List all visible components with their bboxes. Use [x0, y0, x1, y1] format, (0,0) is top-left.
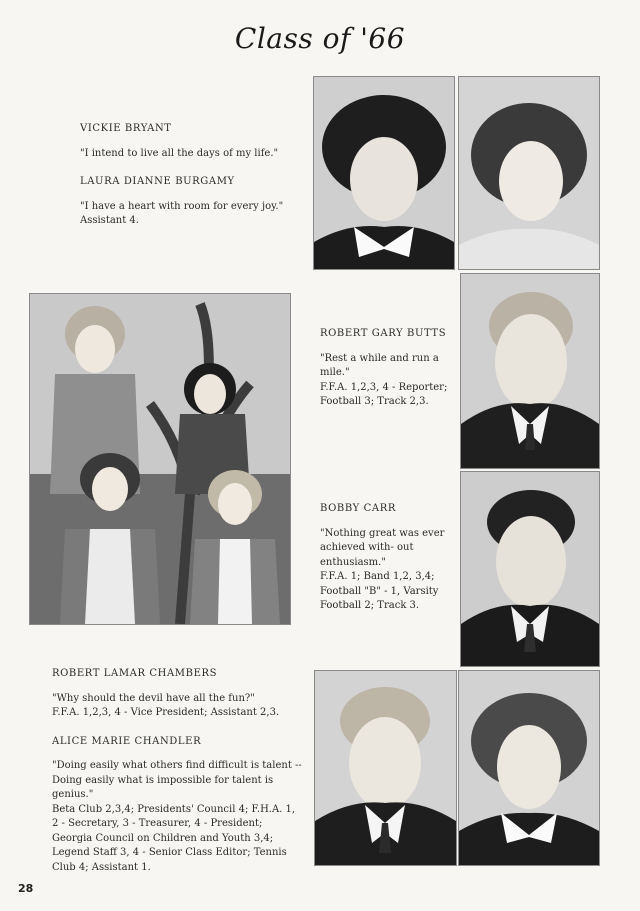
student-entry — [52, 735, 304, 876]
page-number: 28 — [18, 882, 34, 895]
portrait-figure-icon — [315, 671, 456, 865]
student-name: LAURA DIANNE BURGAMY — [80, 176, 235, 187]
portrait-figure-icon — [314, 77, 454, 269]
student-quote: "Doing easily what others find difficult is talent --Doing easily what is impossible for talent is genius." — [52, 760, 302, 800]
section2-text-b — [320, 502, 452, 614]
student-quote: "Rest a while and run a mile." — [320, 352, 439, 378]
portrait-photo — [460, 273, 600, 469]
portrait-figure-icon — [461, 472, 599, 666]
group-scene-icon — [30, 294, 290, 624]
portrait-figure-icon — [459, 77, 599, 269]
student-entry — [80, 175, 305, 229]
student-entry — [80, 122, 305, 161]
portrait-photo — [313, 76, 455, 270]
student-quote: "Nothing great was ever achieved with- out enthusiasm." — [320, 527, 445, 568]
student-name: ALICE MARIE CHANDLER — [52, 735, 202, 747]
section2-text-a — [320, 327, 452, 410]
student-name: VICKIE BRYANT — [80, 123, 172, 134]
student-name: ROBERT LAMAR CHAMBERS — [52, 668, 218, 679]
portrait-figure-icon — [461, 274, 599, 468]
portrait-figure-icon — [459, 671, 599, 865]
student-entry — [52, 667, 304, 721]
student-activities: Assistant 4. — [80, 215, 139, 226]
portrait-photo — [458, 670, 600, 866]
section3-text — [52, 667, 304, 889]
group-photo — [29, 293, 291, 625]
student-quote: "I intend to live all the days of my life." — [80, 147, 279, 159]
portrait-photo — [460, 471, 600, 667]
student-name: BOBBY CARR — [320, 503, 396, 514]
student-name: ROBERT GARY BUTTS — [320, 328, 447, 339]
student-activities: F.F.A. 1; Band 1,2, 3,4; Football "B" - 1, Varsity Football 2; Track 3. — [320, 571, 439, 611]
student-activities: F.F.A. 1,2,3, 4 - Vice President; Assistant 2,3. — [52, 707, 280, 718]
section1-text — [80, 122, 305, 243]
portrait-photo — [458, 76, 600, 270]
student-activities: F.F.A. 1,2,3, 4 - Reporter; Football 3; Track 2,3. — [320, 381, 448, 407]
page-title: Class of '66 — [234, 22, 406, 55]
student-quote: "Why should the devil have all the fun?" — [52, 692, 255, 704]
portrait-photo — [314, 670, 457, 866]
student-activities: Beta Club 2,3,4; Presidents' Council 4; F.H.A. 1, 2 - Secretary, 3 - Treasurer, 4 - President; Georgia Council on Children and Youth 3,4; Legend Staff 3, 4 - Senior Class Editor; Tennis Club 4; Assistant 1. — [52, 803, 296, 873]
student-quote: "I have a heart with room for every joy." — [80, 200, 284, 212]
